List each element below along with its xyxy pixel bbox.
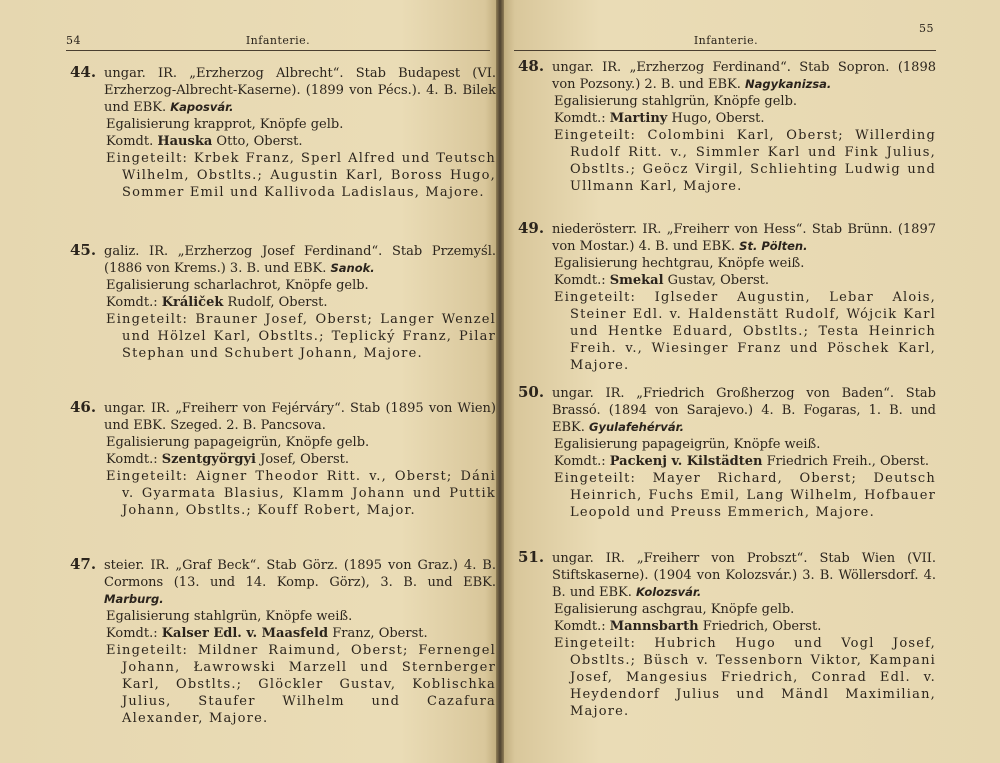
egalisierung: Egalisierung papageigrün, Knöpfe gelb. [106, 435, 370, 450]
kommandant: Komdt.: Smekal Gustav, Oberst. [554, 273, 770, 288]
egalisierung: Egalisierung stahlgrün, Knöpfe weiß. [106, 609, 353, 624]
entry-number: 44. [70, 63, 97, 81]
regiment-entry [518, 549, 936, 720]
header-rule [514, 50, 936, 51]
kommandant: Komdt. Hauska Otto, Oberst. [106, 134, 303, 149]
eingeteilt: Eingeteilt: Mildner Raimund, Oberst; Fernengel Johann, Ławrowski Marzell und Sternberger Karl, Obstlts.; Glöckler Gustav, Koblischka Julius, Staufer Wilhelm und Cazafura Alexander, Majore. [106, 643, 496, 726]
page-number: 54 [66, 34, 81, 47]
eingeteilt: Eingeteilt: Colombini Karl, Oberst; Willerding Rudolf Ritt. v., Simmler Karl und Fink Julius, Obstlts.; Geöcz Virgil, Schliehting Ludwig und Ullmann Karl, Majore. [554, 128, 936, 194]
entry-number: 47. [70, 555, 97, 573]
kommandant: Komdt.: Mannsbarth Friedrich, Oberst. [554, 619, 822, 634]
entry-garrison: Kolozsvár. [636, 585, 702, 599]
egalisierung: Egalisierung aschgrau, Knöpfe gelb. [554, 602, 795, 617]
entry-number: 50. [518, 383, 545, 401]
kommandant: Komdt.: Kalser Edl. v. Maasfeld Franz, Oberst. [106, 626, 428, 641]
eingeteilt: Eingeteilt: Krbek Franz, Sperl Alfred und Teutsch Wilhelm, Obstlts.; Augustin Karl, Boross Hugo, Sommer Emil und Kallivoda Ladislaus, Majore. [106, 151, 496, 200]
kommandant: Komdt.: Szentgyörgyi Josef, Oberst. [106, 452, 350, 467]
entry-garrison: Marburg. [104, 592, 164, 606]
entry-garrison: Kaposvár. [170, 100, 234, 114]
book-gutter [496, 0, 504, 763]
regiment-entry [70, 556, 496, 727]
running-title: Infanterie. [693, 34, 759, 47]
entry-number: 48. [518, 57, 545, 75]
page-number: 55 [919, 22, 934, 35]
entry-heading: steier. IR. „Graf Beck“. Stab Görz. (1895 von Graz.) 4. B. Cormons (13. und 14. Komp. Görz), 3. B. und EBK. [104, 558, 496, 590]
entry-heading: niederösterr. IR. „Freiherr von Hess“. Stab Brünn. (1897 von Mostar.) 4. B. und EBK. [552, 222, 936, 254]
regiment-entry [70, 399, 496, 519]
regiment-entry [518, 384, 936, 521]
entry-heading: ungar. IR. „Erzherzog Albrecht“. Stab Budapest (VI. Erzherzog-Albrecht-Kaserne). (1899 von Pécs.). 4. B. Bilek und EBK. [104, 66, 496, 115]
entry-garrison: St. Pölten. [739, 239, 808, 253]
regiment-entry [70, 64, 496, 201]
header-rule [66, 50, 490, 51]
eingeteilt: Eingeteilt: Mayer Richard, Oberst; Deutsch Heinrich, Fuchs Emil, Lang Wilhelm, Hofbauer Leopold und Preuss Emmerich, Majore. [554, 471, 936, 520]
eingeteilt: Eingeteilt: Brauner Josef, Oberst; Langer Wenzel und Hölzel Karl, Obstlts.; Teplický Franz, Pilar Stephan und Schubert Johann, Majore. [106, 312, 496, 361]
regiment-entry [70, 242, 496, 362]
entry-heading: galiz. IR. „Erzherzog Josef Ferdinand“. Stab Przemyśl. (1886 von Krems.) 3. B. und EBK. [104, 244, 496, 276]
right-page-header [518, 22, 934, 50]
egalisierung: Egalisierung krapprot, Knöpfe gelb. [106, 117, 344, 132]
entry-heading: ungar. IR. „Erzherzog Ferdinand“. Stab Sopron. (1898 von Pozsony.) 2. B. und EBK. [552, 60, 936, 92]
kommandant: Komdt.: Králiček Rudolf, Oberst. [106, 295, 328, 310]
egalisierung: Egalisierung stahlgrün, Knöpfe gelb. [554, 94, 798, 109]
entry-number: 49. [518, 219, 545, 237]
entry-number: 46. [70, 398, 97, 416]
eingeteilt: Eingeteilt: Iglseder Augustin, Lebar Alois, Steiner Edl. v. Haldenstätt Rudolf, Wójcik Karl und Hentke Eduard, Obstlts.; Testa Heinrich Freih. v., Wiesinger Franz und Pöschek Karl, Majore. [554, 290, 936, 373]
eingeteilt: Eingeteilt: Hubrich Hugo und Vogl Josef, Obstlts.; Büsch v. Tessenborn Viktor, Kampani Josef, Mangesius Friedrich, Conrad Edl. v. Heydendorf Julius und Mändl Maximilian, Majore. [554, 636, 936, 719]
egalisierung: Egalisierung papageigrün, Knöpfe weiß. [554, 437, 821, 452]
egalisierung: Egalisierung hechtgrau, Knöpfe weiß. [554, 256, 805, 271]
left-page-header [66, 30, 490, 50]
entry-heading: ungar. IR. „Freiherr von Fejérváry“. Stab (1895 von Wien) und EBK. Szeged. 2. B. Pancsova. [104, 401, 496, 433]
kommandant: Komdt.: Packenj v. Kilstädten Friedrich Freih., Oberst. [554, 454, 929, 469]
entry-heading: ungar. IR. „Friedrich Großherzog von Baden“. Stab Brassó. (1894 von Sarajevo.) 4. B. Fogaras, 1. B. und EBK. [552, 386, 936, 435]
kommandant: Komdt.: Martiny Hugo, Oberst. [554, 111, 765, 126]
entry-garrison: Sanok. [330, 261, 375, 275]
eingeteilt: Eingeteilt: Aigner Theodor Ritt. v., Oberst; Dáni v. Gyarmata Blasius, Klamm Johann und Puttik Johann, Obstlts.; Kouff Robert, Major. [106, 469, 496, 518]
running-title: Infanterie. [245, 34, 311, 47]
entry-number: 45. [70, 241, 97, 259]
entry-number: 51. [518, 548, 545, 566]
entry-heading: ungar. IR. „Freiherr von Probszt“. Stab Wien (VII. Stiftskaserne). (1904 von Kolozsvár.) 3. B. Wöllersdorf. 4. B. und EBK. [552, 551, 936, 600]
entry-garrison: Gyulafehérvár. [589, 420, 684, 434]
entry-garrison: Nagykanizsa. [744, 77, 832, 91]
regiment-entry [518, 220, 936, 374]
right-page [500, 0, 1000, 763]
regiment-entry [518, 58, 936, 195]
egalisierung: Egalisierung scharlachrot, Knöpfe gelb. [106, 278, 369, 293]
